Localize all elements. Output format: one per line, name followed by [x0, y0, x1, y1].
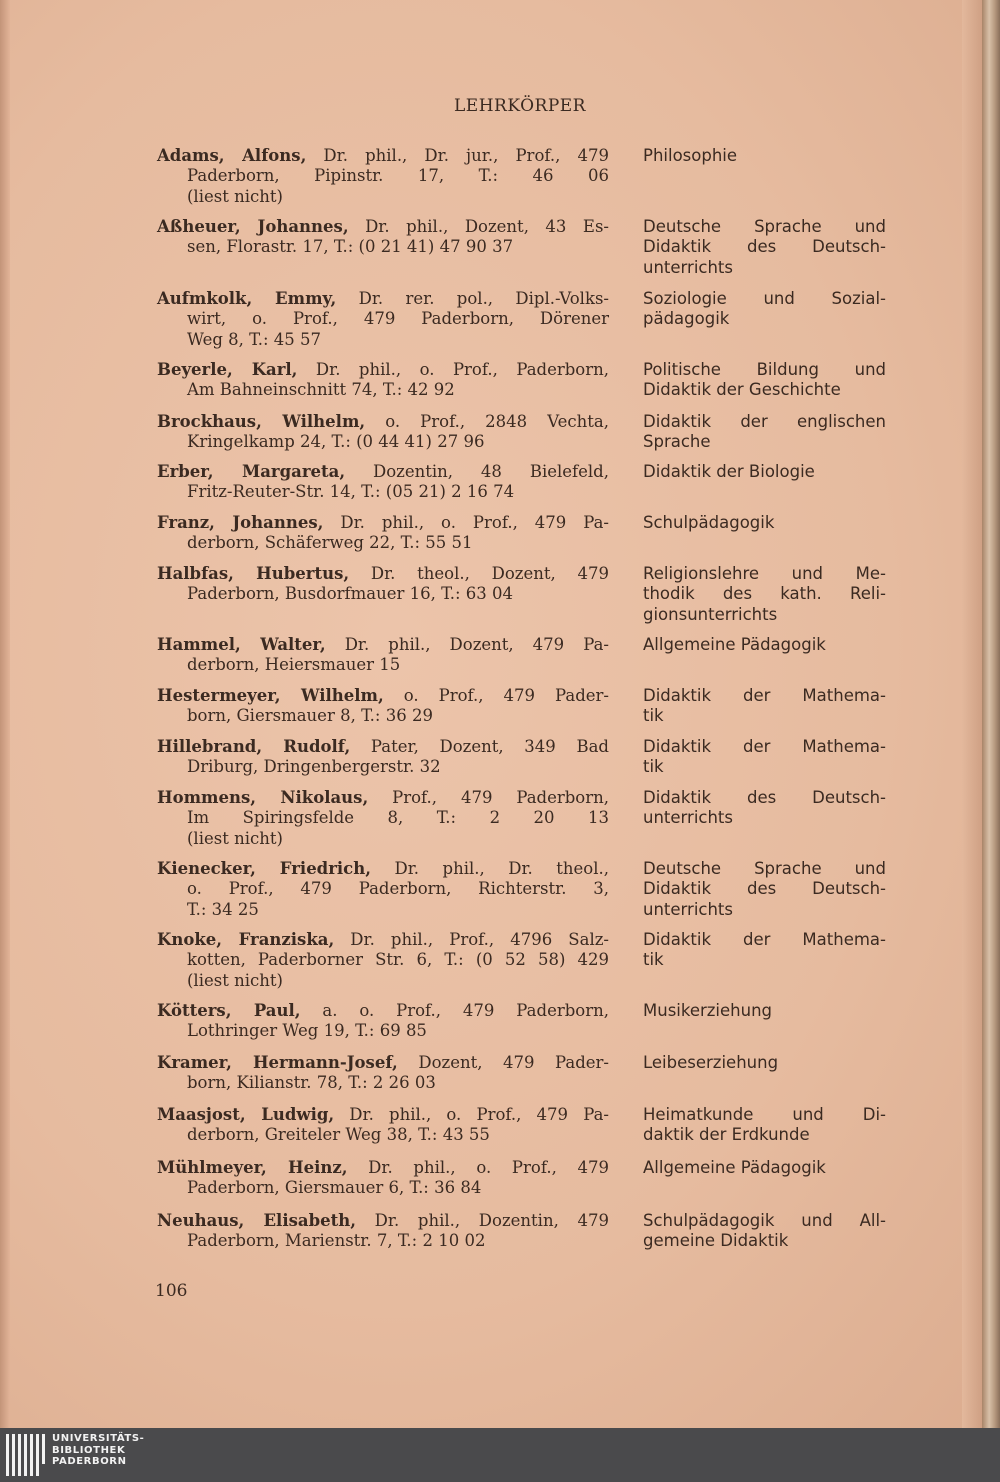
page-shadow [962, 0, 982, 1428]
entry-detail-line: Dr. theol., Dozent, 479 [349, 564, 609, 583]
entry-detail-line: Paderborn, Giersmauer 6, T.: 36 84 [187, 1178, 482, 1198]
faculty-name: Brockhaus, Wilhelm, [157, 412, 366, 431]
faculty-name: Erber, Margareta, [157, 462, 346, 481]
entry-subject [643, 146, 886, 166]
entry-details [157, 1053, 609, 1094]
subject-line: Didaktik der Biologie [643, 462, 815, 481]
subject-line: Didaktik der Mathema- [643, 737, 886, 756]
faculty-name: Kötters, Paul, [157, 1001, 301, 1020]
faculty-name: Adams, Alfons, [157, 146, 307, 165]
subject-line: pädagogik [643, 309, 730, 329]
entry-details [157, 1211, 609, 1252]
book-fore-edge [982, 0, 1000, 1428]
entry-detail-line: Prof., 479 Paderborn, [368, 788, 610, 807]
subject-line: tik [643, 706, 664, 726]
subject-line: tik [643, 757, 664, 777]
faculty-name: Knoke, Franziska, [157, 930, 335, 949]
subject-line: Didaktik des Deutsch- [643, 237, 886, 257]
subject-line: Didaktik der englischen [643, 412, 886, 431]
entry-details [157, 513, 609, 554]
entry-subject [643, 1105, 886, 1146]
subject-line: Deutsche Sprache und [643, 217, 886, 236]
entry-detail-line: derborn, Schäferweg 22, T.: 55 51 [187, 533, 473, 553]
entry-subject [643, 564, 886, 625]
faculty-name: Hommens, Nikolaus, [157, 788, 369, 807]
entry-details [157, 1105, 609, 1146]
entry-subject [643, 217, 886, 278]
subject-line: Philosophie [643, 146, 738, 165]
library-footer [0, 1428, 1000, 1482]
entry-detail-line: Dozentin, 48 Bielefeld, [345, 462, 609, 481]
entry-detail-line: born, Giersmauer 8, T.: 36 29 [187, 706, 433, 726]
entry-detail-line: T.: 34 25 [187, 899, 259, 919]
entry-detail-line: Dr. phil., o. Prof., Paderborn, [297, 360, 609, 379]
faculty-name: Franz, Johannes, [157, 513, 324, 532]
entry-detail-line: Dr. rer. pol., Dipl.-Volks- [336, 289, 609, 308]
entry-subject [643, 737, 886, 778]
entry-detail-line: o. Prof., 479 Pader- [383, 686, 609, 705]
library-name: UNIVERSITÄTS- BIBLIOTHEK PADERBORN [52, 1433, 145, 1467]
entry-subject [643, 1158, 886, 1178]
subject-line: gionsunterrichts [643, 604, 778, 624]
entry-detail-line: wirt, o. Prof., 479 Paderborn, Dörener [187, 309, 609, 329]
entry-subject [643, 930, 886, 971]
entry-details [157, 737, 609, 778]
faculty-name: Aßheuer, Johannes, [157, 217, 349, 236]
subject-line: unterrichts [643, 899, 733, 919]
subject-line: Deutsche Sprache und [643, 859, 886, 878]
entry-detail-line: (liest nicht) [187, 970, 283, 990]
subject-line: Didaktik der Mathema- [643, 686, 886, 705]
entry-details [157, 686, 609, 727]
entry-detail-line: Fritz-Reuter-Str. 14, T.: (05 21) 2 16 74 [187, 482, 515, 502]
entry-detail-line: (liest nicht) [187, 186, 283, 206]
entry-detail-line: Am Bahneinschnitt 74, T.: 42 92 [187, 380, 455, 400]
entry-details [157, 564, 609, 605]
entry-subject [643, 859, 886, 920]
entry-details [157, 217, 609, 258]
subject-line: Didaktik des Deutsch- [643, 879, 886, 899]
subject-line: Religionslehre und Me- [643, 564, 886, 583]
faculty-name: Hestermeyer, Wilhelm, [157, 686, 384, 705]
page-gutter [0, 0, 10, 1428]
entry-detail-line: Dr. phil., o. Prof., 479 Pa- [334, 1105, 609, 1124]
entry-detail-line: derborn, Heiersmauer 15 [187, 655, 401, 675]
entry-details [157, 1001, 609, 1042]
subject-line: unterrichts [643, 257, 733, 277]
entry-detail-line: Dr. phil., o. Prof., 479 [347, 1158, 610, 1177]
entry-detail-line: Im Spiringsfelde 8, T.: 2 20 13 [187, 808, 609, 828]
entry-detail-line: Lothringer Weg 19, T.: 69 85 [187, 1021, 427, 1041]
entry-details [157, 146, 609, 207]
entry-subject [643, 412, 886, 453]
entry-subject [643, 635, 886, 655]
subject-line: Sprache [643, 432, 711, 452]
entry-subject [643, 360, 886, 401]
subject-line: daktik der Erdkunde [643, 1125, 810, 1145]
subject-line: thodik des kath. Reli- [643, 584, 886, 604]
entry-detail-line: Dr. phil., Dr. jur., Prof., 479 [306, 146, 609, 165]
entry-details [157, 930, 609, 991]
entry-detail-line: Weg 8, T.: 45 57 [187, 329, 322, 349]
entry-detail-line: Dr. phil., Dozent, 479 Pa- [325, 635, 609, 654]
entry-subject [643, 462, 886, 482]
entry-detail-line: born, Kilianstr. 78, T.: 2 26 03 [187, 1073, 436, 1093]
entry-detail-line: Dozent, 479 Pader- [397, 1053, 610, 1072]
subject-line: Allgemeine Pädagogik [643, 635, 826, 654]
entry-detail-line: Driburg, Dringenbergerstr. 32 [187, 757, 441, 777]
entry-subject [643, 686, 886, 727]
entry-subject [643, 1211, 886, 1252]
entry-detail-line: o. Prof., 2848 Vechta, [365, 412, 609, 431]
entry-detail-line: Pater, Dozent, 349 Bad [350, 737, 609, 756]
entry-details [157, 462, 609, 503]
entry-detail-line: Dr. phil., Dozentin, 479 [355, 1211, 609, 1230]
subject-line: Heimatkunde und Di- [643, 1105, 886, 1124]
entry-subject [643, 513, 886, 533]
entry-detail-line: Paderborn, Marienstr. 7, T.: 2 10 02 [187, 1231, 486, 1251]
subject-line: tik [643, 950, 664, 970]
entry-subject [643, 788, 886, 829]
subject-line: Allgemeine Pädagogik [643, 1158, 826, 1177]
subject-line: Didaktik der Mathema- [643, 930, 886, 949]
subject-line: Politische Bildung und [643, 360, 886, 379]
faculty-name: Hillebrand, Rudolf, [157, 737, 351, 756]
entry-subject [643, 289, 886, 330]
faculty-name: Aufmkolk, Emmy, [157, 289, 337, 308]
entry-detail-line: Dr. phil., Prof., 4796 Salz- [334, 930, 609, 949]
entry-details [157, 1158, 609, 1199]
subject-line: Soziologie und Sozial- [643, 289, 886, 308]
subject-line: Musikerziehung [643, 1001, 773, 1020]
entry-subject [643, 1053, 886, 1073]
subject-line: Schulpädagogik und All- [643, 1211, 886, 1230]
entry-details [157, 788, 609, 849]
faculty-name: Kienecker, Friedrich, [157, 859, 371, 878]
faculty-name: Neuhaus, Elisabeth, [157, 1211, 356, 1230]
faculty-name: Beyerle, Karl, [157, 360, 298, 379]
subject-line: Didaktik der Geschichte [643, 380, 841, 400]
entry-details [157, 859, 609, 920]
entry-detail-line: Dr. phil., Dr. theol., [370, 859, 609, 878]
running-header: LEHRKÖRPER [454, 96, 586, 116]
entry-detail-line: kotten, Paderborner Str. 6, T.: (0 52 58) 429 [187, 950, 609, 970]
entry-details [157, 412, 609, 453]
entry-detail-line: Paderborn, Pipinstr. 17, T.: 46 06 [187, 166, 609, 186]
faculty-name: Hammel, Walter, [157, 635, 326, 654]
entry-details [157, 289, 609, 350]
entry-subject [643, 1001, 886, 1021]
entry-detail-line: Kringelkamp 24, T.: (0 44 41) 27 96 [187, 432, 485, 452]
entry-details [157, 635, 609, 676]
subject-line: unterrichts [643, 808, 733, 828]
faculty-name: Mühlmeyer, Heinz, [157, 1158, 348, 1177]
library-logo-icon [6, 1434, 46, 1476]
page-number: 106 [155, 1281, 188, 1301]
subject-line: gemeine Didaktik [643, 1231, 789, 1251]
subject-line: Leibeserziehung [643, 1053, 779, 1072]
entry-detail-line: sen, Florastr. 17, T.: (0 21 41) 47 90 37 [187, 237, 514, 257]
entry-detail-line: o. Prof., 479 Paderborn, Richterstr. 3, [187, 879, 609, 899]
faculty-name: Kramer, Hermann-Josef, [157, 1053, 398, 1072]
subject-line: Schulpädagogik [643, 513, 775, 532]
entry-detail-line: (liest nicht) [187, 828, 283, 848]
entry-detail-line: a. o. Prof., 479 Paderborn, [300, 1001, 609, 1020]
entry-detail-line: derborn, Greiteler Weg 38, T.: 43 55 [187, 1125, 490, 1145]
faculty-name: Maasjost, Ludwig, [157, 1105, 335, 1124]
entry-detail-line: Dr. phil., Dozent, 43 Es- [348, 217, 609, 236]
subject-line: Didaktik des Deutsch- [643, 788, 886, 807]
faculty-name: Halbfas, Hubertus, [157, 564, 350, 583]
entry-details [157, 360, 609, 401]
entry-detail-line: Paderborn, Busdorfmauer 16, T.: 63 04 [187, 584, 513, 604]
entry-detail-line: Dr. phil., o. Prof., 479 Pa- [323, 513, 610, 532]
